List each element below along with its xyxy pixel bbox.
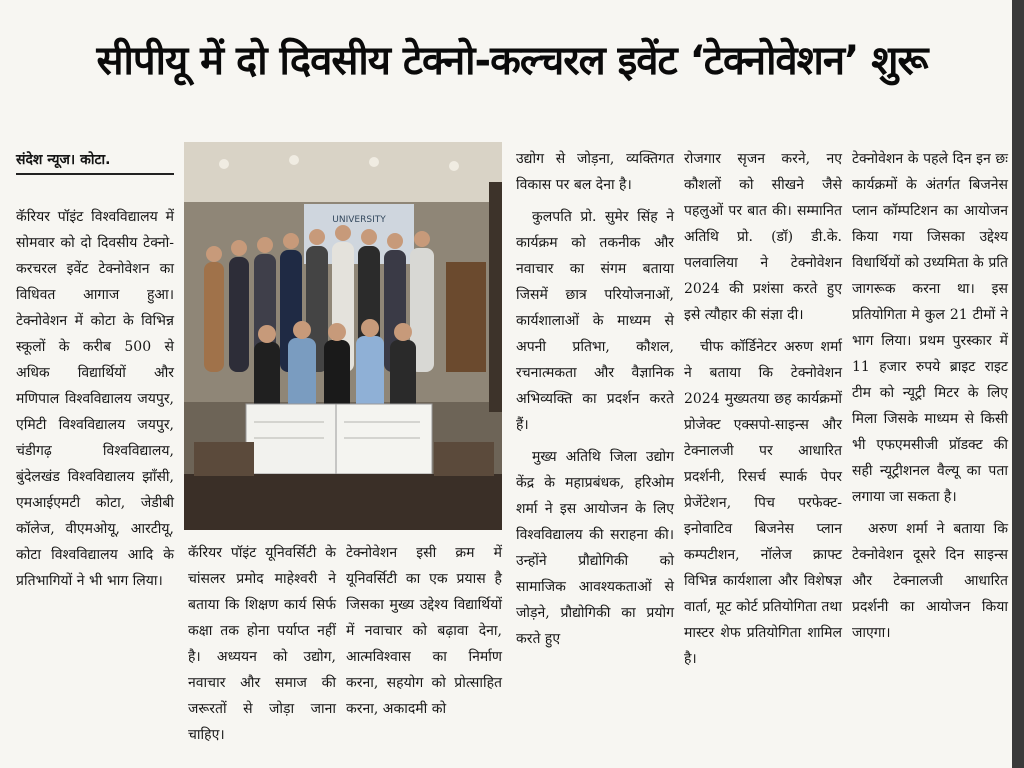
column-5-paragraph-1: रोजगार सृजन करने, नए कौशलों को सीखने जैसे पहलुओं पर बात की। सम्मानित अतिथि प्रो. (डॉ) डी.के. पलवालिया ने टेक्नोवेशन 2024 की प्रशंसा करते हुए इसे त्यौहार की संज्ञा दी। xyxy=(684,151,842,323)
event-photo-illustration xyxy=(184,142,502,530)
column-1 xyxy=(16,204,174,594)
column-6-paragraph-1: टेक्नोवेशन के पहले दिन इन छः कार्यक्रमों के अंतर्गत बिजनेस प्लान कॉम्पटिशन का आयोजन किया गया जिसका उद्देश्य विधार्थियों को उध्यमिता के प्रति जागरूक करना था। इस प्रतियोगिता मे कुल 21 टीमों ने भाग लिया। प्रथम पुरस्कार में 11 हजार रुपये ब्राइट राइट टीम को न्यूट्री मिटर के लिए मिला जिसके माध्यम से किसी भी एफएमसीजी प्रॉडक्ट की सही न्यूट्रीशनल वैल्यू का पता लगाया जा सकता है। xyxy=(852,151,1008,505)
column-4-paragraph-2: कुलपति प्रो. सुमेर सिंह ने कार्यक्रम को तकनीक और नवाचार का संगम बताया जिसमें छात्र परियोजनाओं, कार्यशालाओं के माध्यम से अपनी प्रतिभा, कौशल, रचनात्मकता और वैज्ञानिक अभिव्यक्ति का प्रदर्शन करते हैं। xyxy=(516,209,674,433)
column-4 xyxy=(516,146,674,652)
column-1-paragraph: कॅरियर पॉइंट विश्वविद्यालय में सोमवार को दो दिवसीय टेक्नो-करचरल इवेंट टेक्नोवेशन का विधिवत आगाज हुआ। टेक्नोवेशन में कोटा के विभिन्न स्कूलों के करीब 500 से अधिक विद्यार्थियों और मणिपाल विश्वविद्यालय जयपुर, एमिटी विश्वविद्यालय जयपुर, चंडीगढ़ विश्वविद्यालय, बुंदेलखंड विश्वविद्यालय झाँसी, एमआईएमटी कोटा, जेडीबी कॉलेज, वीएमओयू, आरटीयू, कोटा विश्वविद्यालय आदि के प्रतिभागियों ने भी भाग लिया। xyxy=(16,209,174,589)
banner-text: UNIVERSITY xyxy=(332,215,386,225)
page-edge xyxy=(1012,0,1024,768)
column-3-paragraph: टेक्नोवेशन इसी क्रम में यूनिवर्सिटी का एक प्रयास है जिसका मुख्य उद्देश्य विद्यार्थियों में नवाचार को बढ़ावा देना, आत्मविश्वास का निर्माण करना, सहयोग को प्रोत्साहित करना, अकादमी को xyxy=(346,545,502,717)
column-2 xyxy=(188,540,336,748)
column-3 xyxy=(346,540,502,722)
column-5-paragraph-2: चीफ कॉर्डिनेटर अरुण शर्मा ने बताया कि टेक्नोवेशन 2024 मुख्यतया छह कार्यक्रमों प्रोजेक्ट एक्सपो-साइन्स और टेक्नालजी पर आधारित प्रदर्शनी, रिसर्च स्पार्क पेपर प्रेजेंटेशन, पिच परफेक्ट-इनोवाटिव बिजनेस प्लान कम्पटीशन, नॉलेज क्राफ्ट विभिन्न कार्यशाला और विशेषज्ञ वार्ता, मूट कोर्ट प्रतियोगिता तथा मास्टर शेफ प्रतियोगिता शामिल है। xyxy=(684,339,842,667)
column-6 xyxy=(852,146,1008,646)
event-photo xyxy=(184,142,502,530)
dateline: संदेश न्यूज। कोटा. xyxy=(16,150,174,175)
column-2-paragraph: कॅरियर पॉइंट यूनिवर्सिटी के चांसलर प्रमोद माहेश्वरी ने बताया कि शिक्षण कार्य सिर्फ कक्षा तक होना पर्याप्त नहीं है। अध्ययन को उद्योग, नवाचार और समाज की जरूरतों से जोड़ा जाना चाहिए। xyxy=(188,545,336,743)
column-4-paragraph-1: उद्योग से जोड़ना, व्यक्तिगत विकास पर बल देना है। xyxy=(516,151,674,193)
column-6-paragraph-2: अरुण शर्मा ने बताया कि टेक्नोवेशन दूसरे दिन साइन्स और टेक्नालजी आधारित प्रदर्शनी का आयोजन किया जाएगा। xyxy=(852,521,1008,641)
column-4-paragraph-3: मुख्य अतिथि जिला उद्योग केंद्र के महाप्रबंधक, हरिओम शर्मा ने इस आयोजन के लिए विश्वविद्यालय की सराहना की। उन्होंने प्रौद्योगिकी को सामाजिक आवश्यकताओं से जोड़ने, प्रौद्योगिकी का प्रयोग करते हुए xyxy=(516,449,674,647)
column-5 xyxy=(684,146,842,672)
headline: सीपीयू में दो दिवसीय टेक्नो-कल्चरल इवेंट ‘टेक्नोवेशन’ शुरू xyxy=(96,37,928,84)
